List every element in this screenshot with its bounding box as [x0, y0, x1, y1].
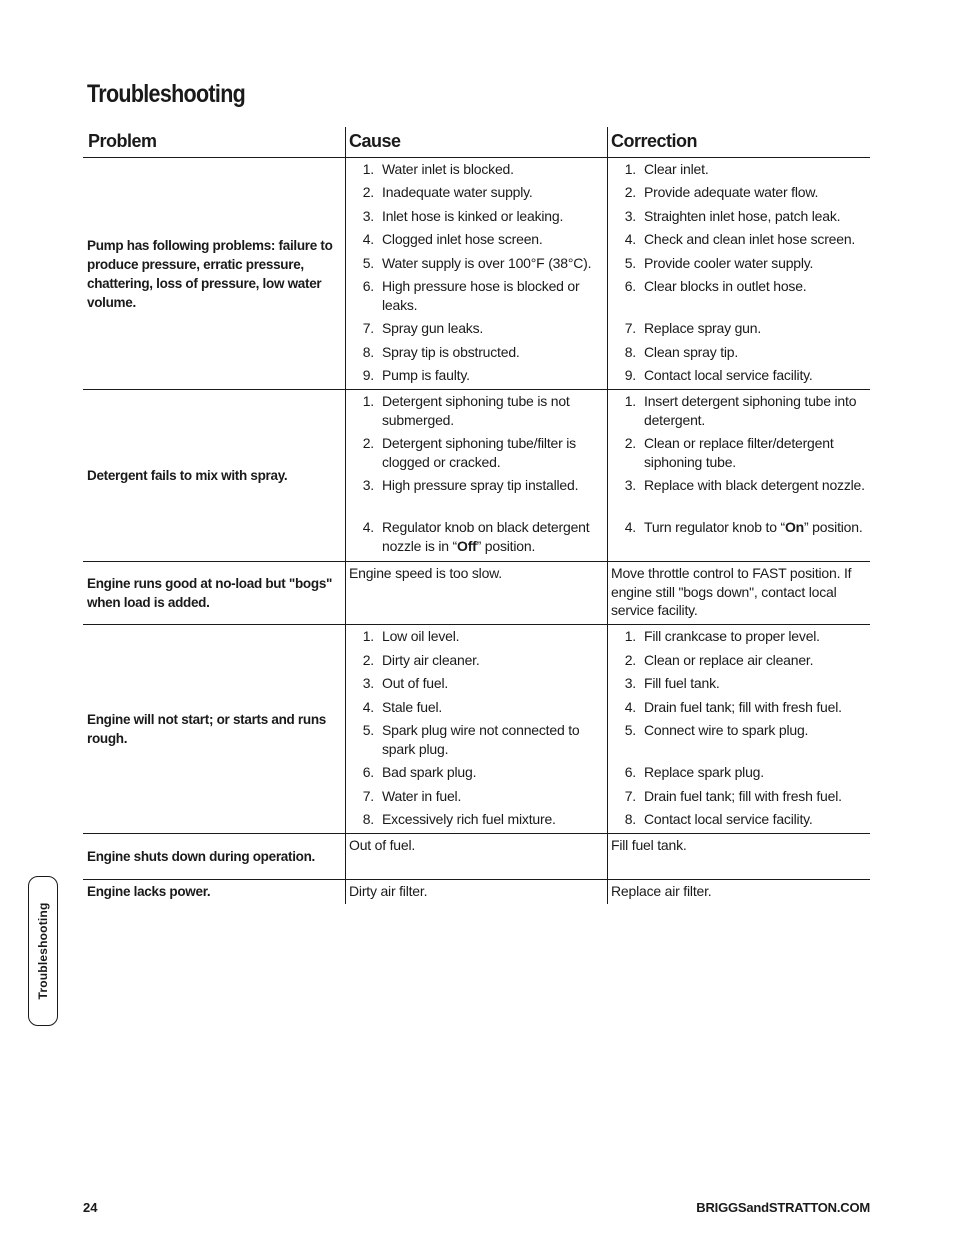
list-item: 3. Fill fuel tank. — [624, 675, 720, 691]
list-item: 2. Provide adequate water flow. — [624, 184, 819, 200]
list-item: 2. Inadequate water supply. — [362, 184, 533, 200]
troubleshooting-table — [83, 127, 870, 904]
regulator-on-text: Turn regulator knob to “On” position. — [644, 519, 863, 535]
list-item: 9. Pump is faulty. — [362, 367, 470, 383]
header-problem: Problem — [88, 131, 157, 151]
list-item: 1. Fill crankcase to proper level. — [624, 628, 820, 644]
list-item: 3. Out of fuel. — [362, 675, 449, 691]
table-row — [83, 625, 870, 834]
cause-cell: Out of fuel. — [345, 834, 607, 879]
table-row — [83, 880, 870, 904]
list-item: 3. Straighten inlet hose, patch leak. — [624, 207, 841, 224]
list-item: 6. Clear blocks in outlet hose. — [624, 278, 807, 294]
list-item: 2. Clean or replace air cleaner. — [624, 651, 814, 668]
regulator-off-text: Regulator knob on black detergent nozzle is in “Off” position. — [382, 519, 590, 554]
list-item: 2. Clean or replace filter/detergent siphoning tube. — [624, 435, 834, 470]
section-tab-label: Troubleshooting — [36, 902, 50, 1000]
problem-cell: Engine lacks power. — [87, 884, 211, 899]
table-row — [83, 562, 870, 625]
table-row — [83, 158, 870, 390]
problem-cell: Engine runs good at no-load but "bogs" when load is added. — [87, 576, 333, 610]
list-item: 2. Detergent siphoning tube/filter is clogged or cracked. — [362, 435, 576, 470]
cause-cell: Dirty air filter. — [345, 880, 607, 904]
page-title: Troubleshooting — [87, 80, 246, 108]
list-item: 6. Bad spark plug. — [362, 764, 477, 780]
list-item: 8. Spray tip is obstructed. — [362, 343, 520, 360]
list-item: 4. Drain fuel tank; fill with fresh fuel. — [624, 698, 842, 715]
list-item: 1. Clear inlet. — [624, 161, 709, 177]
list-item: 8. Excessively rich fuel mixture. — [362, 811, 556, 827]
cause-cell: Engine speed is too slow. — [345, 562, 607, 624]
list-item: 5. Provide cooler water supply. — [624, 254, 814, 271]
correction-cell — [607, 158, 870, 389]
list-item: 6. Replace spark plug. — [624, 764, 764, 780]
site-url: BRIGGSandSTRATTON.COM — [696, 1200, 870, 1215]
list-item: 7. Drain fuel tank; fill with fresh fuel. — [624, 787, 842, 804]
list-item: 1. Insert detergent siphoning tube into detergent. — [624, 393, 857, 428]
correction-cell — [607, 390, 870, 561]
list-item: 7. Replace spray gun. — [624, 320, 762, 336]
list-item: 4. Stale fuel. — [362, 698, 443, 715]
list-item: 4. Clogged inlet hose screen. — [362, 231, 543, 247]
list-item: 8. Contact local service facility. — [624, 811, 813, 827]
correction-cell: Replace air filter. — [607, 880, 870, 904]
problem-cell: Engine will not start; or starts and runs rough. — [87, 712, 326, 746]
list-item: 5. Connect wire to spark plug. — [624, 722, 809, 738]
list-item: 7. Water in fuel. — [362, 787, 462, 804]
correction-cell — [607, 625, 870, 833]
problem-cell: Detergent fails to mix with spray. — [87, 468, 288, 483]
problem-cell: Pump has following problems: failure to produce pressure, erratic pressure, chattering, loss of pressure, low water volume. — [87, 237, 333, 310]
header-correction: Correction — [607, 127, 870, 157]
list-item: 8. Clean spray tip. — [624, 343, 739, 360]
list-item: 4. Regulator knob on black detergent nozzle is in “Off” position. — [346, 518, 607, 560]
list-item: 1. Detergent siphoning tube is not submerged. — [362, 393, 570, 428]
list-item: 5. Spark plug wire not connected to spark plug. — [362, 722, 580, 757]
header-cause: Cause — [345, 127, 607, 157]
cause-cell — [345, 390, 607, 561]
list-item: 5. Water supply is over 100°F (38°C). — [362, 254, 592, 271]
list-item: 9. Contact local service facility. — [624, 367, 813, 383]
correction-cell: Move throttle control to FAST position. If engine still "bogs down", contact local service facility. — [607, 562, 870, 624]
list-item: 4. Turn regulator knob to “On” position. — [608, 518, 870, 560]
list-item: 6. High pressure hose is blocked or leaks. — [362, 278, 580, 313]
list-item: 2. Dirty air cleaner. — [362, 651, 480, 668]
table-row — [83, 390, 870, 562]
table-header — [83, 127, 870, 158]
list-item: 1. Water inlet is blocked. — [362, 161, 514, 177]
table-row — [83, 834, 870, 880]
problem-cell: Engine shuts down during operation. — [87, 849, 315, 864]
cause-cell — [345, 625, 607, 833]
list-item: 7. Spray gun leaks. — [362, 320, 484, 336]
page-number: 24 — [83, 1200, 98, 1215]
list-item: 3. Inlet hose is kinked or leaking. — [362, 207, 564, 224]
list-item: 3. High pressure spray tip installed. — [362, 477, 579, 493]
correction-cell: Fill fuel tank. — [607, 834, 870, 879]
list-item: 4. Check and clean inlet hose screen. — [624, 231, 856, 247]
cause-cell — [345, 158, 607, 389]
list-item: 1. Low oil level. — [362, 628, 460, 644]
list-item: 3. Replace with black detergent nozzle. — [624, 477, 865, 493]
